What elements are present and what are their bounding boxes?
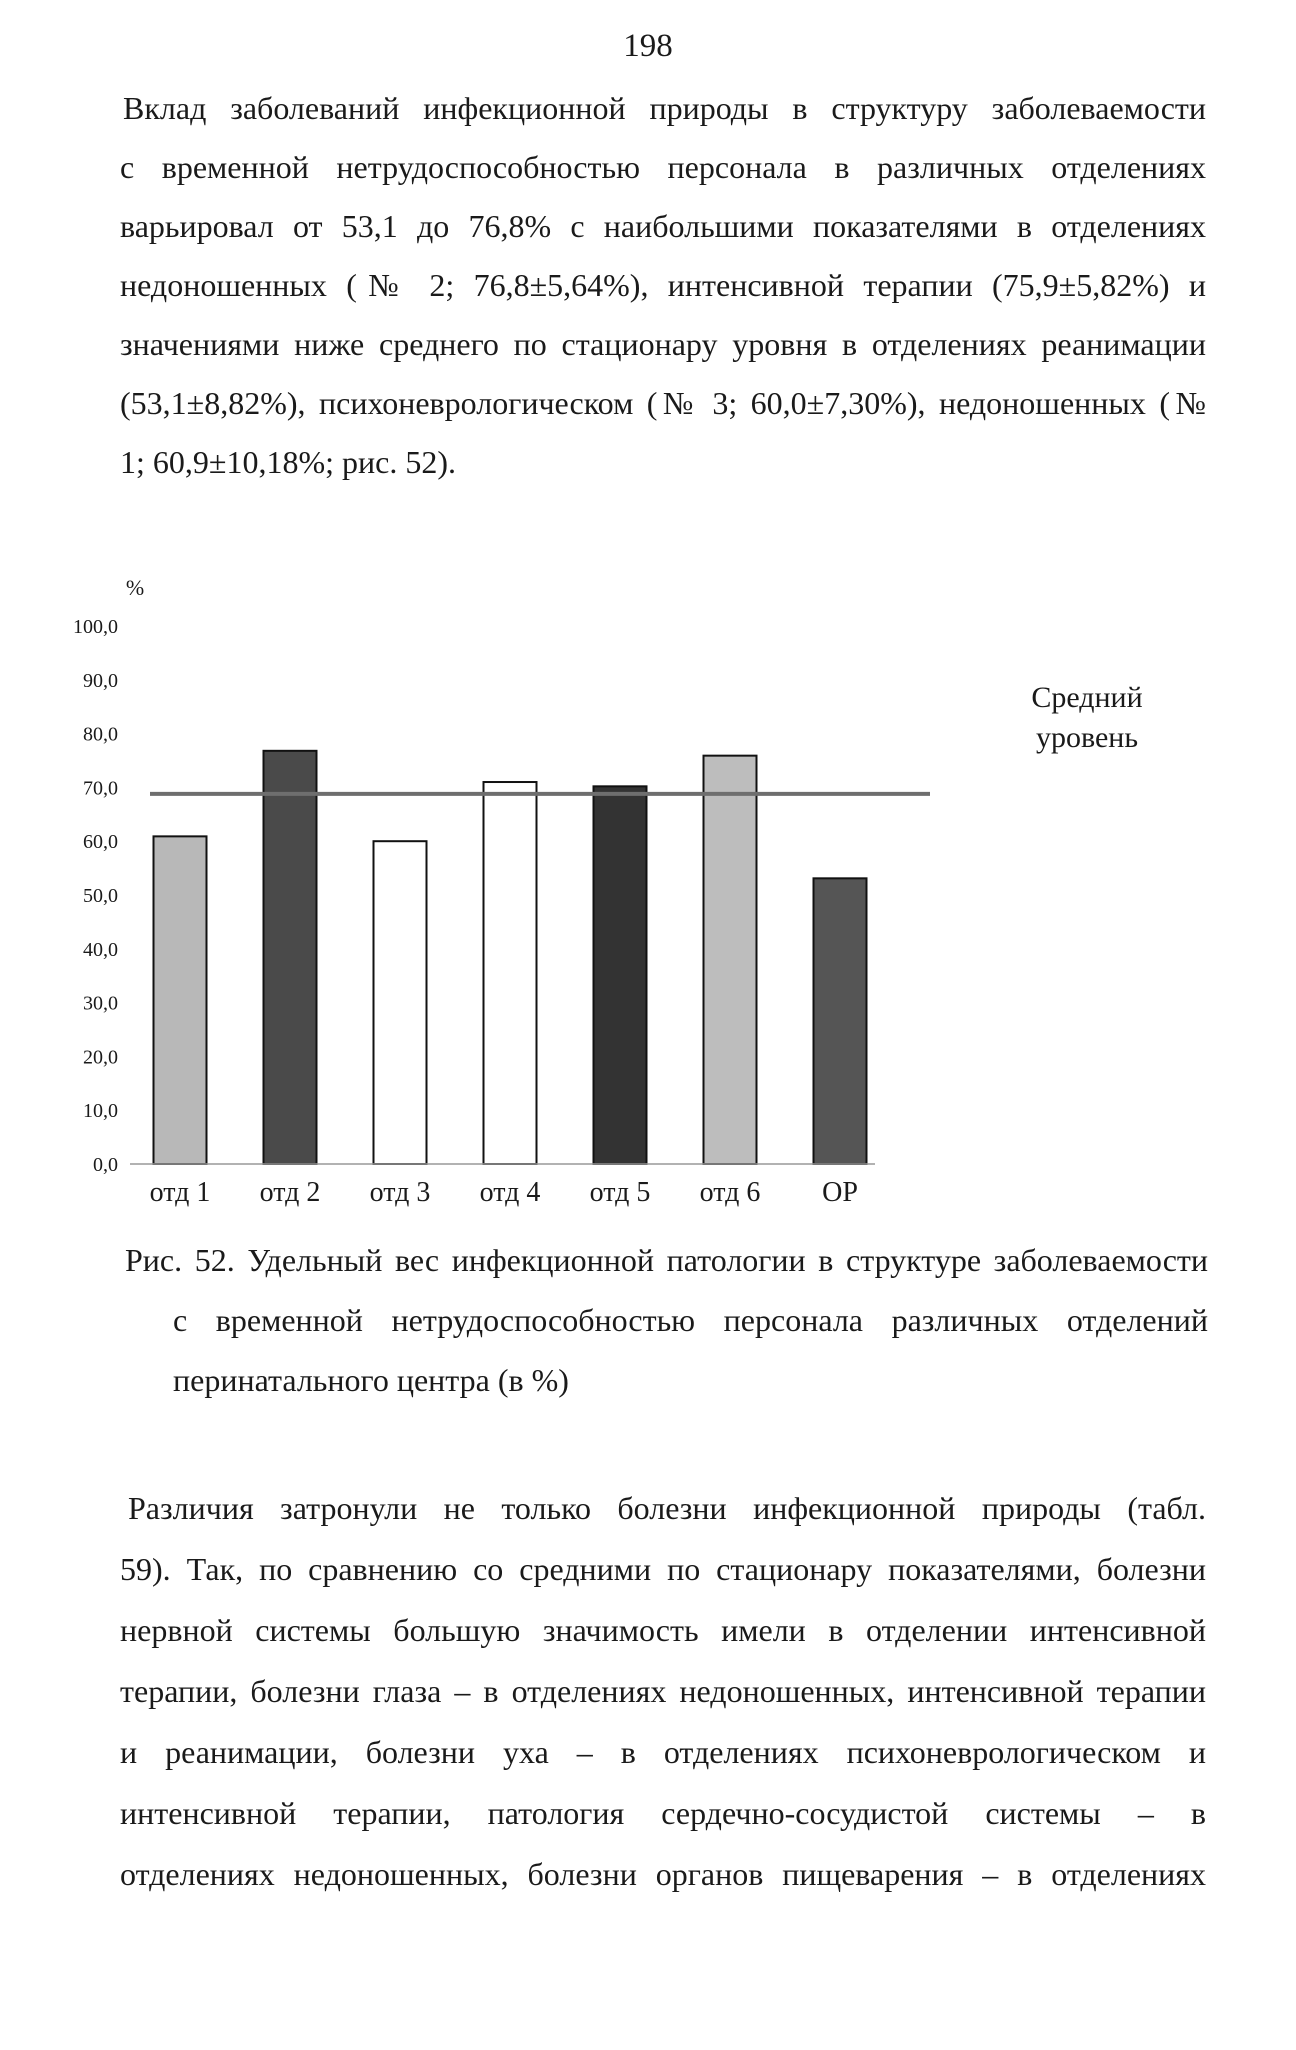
bar [704, 756, 757, 1164]
x-tick-label: отд 2 [259, 1177, 321, 1208]
paragraph-line: и реанимации, болезни уха – в отделениях психоневрологическом и [120, 1734, 1206, 1770]
paragraph-line: Вклад заболеваний инфекционной природы в структуру заболеваемости [123, 90, 1206, 126]
y-tick-label: 20,0 [83, 1046, 118, 1069]
paragraph-line: с временной нетрудоспособностью персонала в различных отделениях [120, 149, 1206, 185]
y-tick-label: 60,0 [83, 831, 118, 854]
paragraph-line: недоношенных (№ 2; 76,8±5,64%), интенсивной терапии (75,9±5,82%) и [120, 267, 1206, 303]
paragraph-line: терапии, болезни глаза – в отделениях недоношенных, интенсивной терапии [120, 1673, 1206, 1709]
y-tick-label: 100,0 [73, 616, 118, 638]
bar [814, 878, 867, 1164]
bar [374, 841, 427, 1164]
paragraph-line: 59). Так, по сравнению со средними по стационару показателями, болезни [120, 1551, 1206, 1587]
y-tick-label: 0,0 [93, 1154, 118, 1176]
y-tick-label: 10,0 [83, 1100, 118, 1123]
caption-line: с временной нетрудоспособностью персонала различных отделений [173, 1302, 1208, 1338]
y-tick-label: 50,0 [83, 885, 118, 907]
x-tick-label: отд 6 [699, 1177, 761, 1208]
y-tick-label: 80,0 [83, 723, 118, 746]
paragraph-line: Различия затронули не только болезни инфекционной природы (табл. [128, 1490, 1206, 1526]
x-tick-label: отд 3 [369, 1177, 431, 1208]
paragraph-line: отделениях недоношенных, болезни органов пищеварения – в отделениях [120, 1856, 1206, 1892]
paragraph-line: 1; 60,9±10,18%; рис. 52). [120, 444, 456, 480]
paragraph-line: (53,1±8,82%), психоневрологическом (№ 3; 60,0±7,30%), недоношенных (№ [120, 385, 1206, 421]
y-tick-label: 40,0 [83, 938, 118, 961]
paragraph-line: варьировал от 53,1 до 76,8% с наибольшими показателями в отделениях [120, 208, 1206, 244]
x-axis-labels [150, 1177, 858, 1208]
y-axis-ticks [73, 616, 118, 1176]
y-tick-label: 30,0 [83, 992, 118, 1015]
paragraph-line: интенсивной терапии, патология сердечно-сосудистой системы – в [120, 1795, 1206, 1831]
x-tick-label: отд 5 [589, 1177, 651, 1208]
average-line-label: уровень [1035, 721, 1139, 754]
paragraph-line: значениями ниже среднего по стационару уровня в отделениях реанимации [120, 326, 1206, 362]
y-tick-label: 70,0 [83, 777, 118, 800]
bar [484, 782, 537, 1164]
average-line-label: Средний [1031, 681, 1143, 714]
bar-chart [73, 572, 1200, 1232]
caption-line: перинатального центра (в %) [173, 1362, 569, 1398]
bar [594, 786, 647, 1164]
caption-line: Рис. 52. Удельный вес инфекционной патологии в структуре заболеваемости [125, 1242, 1208, 1278]
bars [154, 751, 867, 1164]
x-tick-label: отд 4 [479, 1177, 541, 1208]
bar [264, 751, 317, 1164]
paragraph-line: нервной системы большую значимость имели в отделении интенсивной [120, 1612, 1206, 1648]
y-tick-label: 90,0 [83, 669, 118, 692]
x-tick-label: отд 1 [149, 1177, 211, 1208]
y-axis-label: % [125, 575, 145, 600]
page-number: 198 [623, 28, 673, 64]
bar [154, 836, 207, 1164]
x-tick-label: ОР [822, 1177, 858, 1208]
